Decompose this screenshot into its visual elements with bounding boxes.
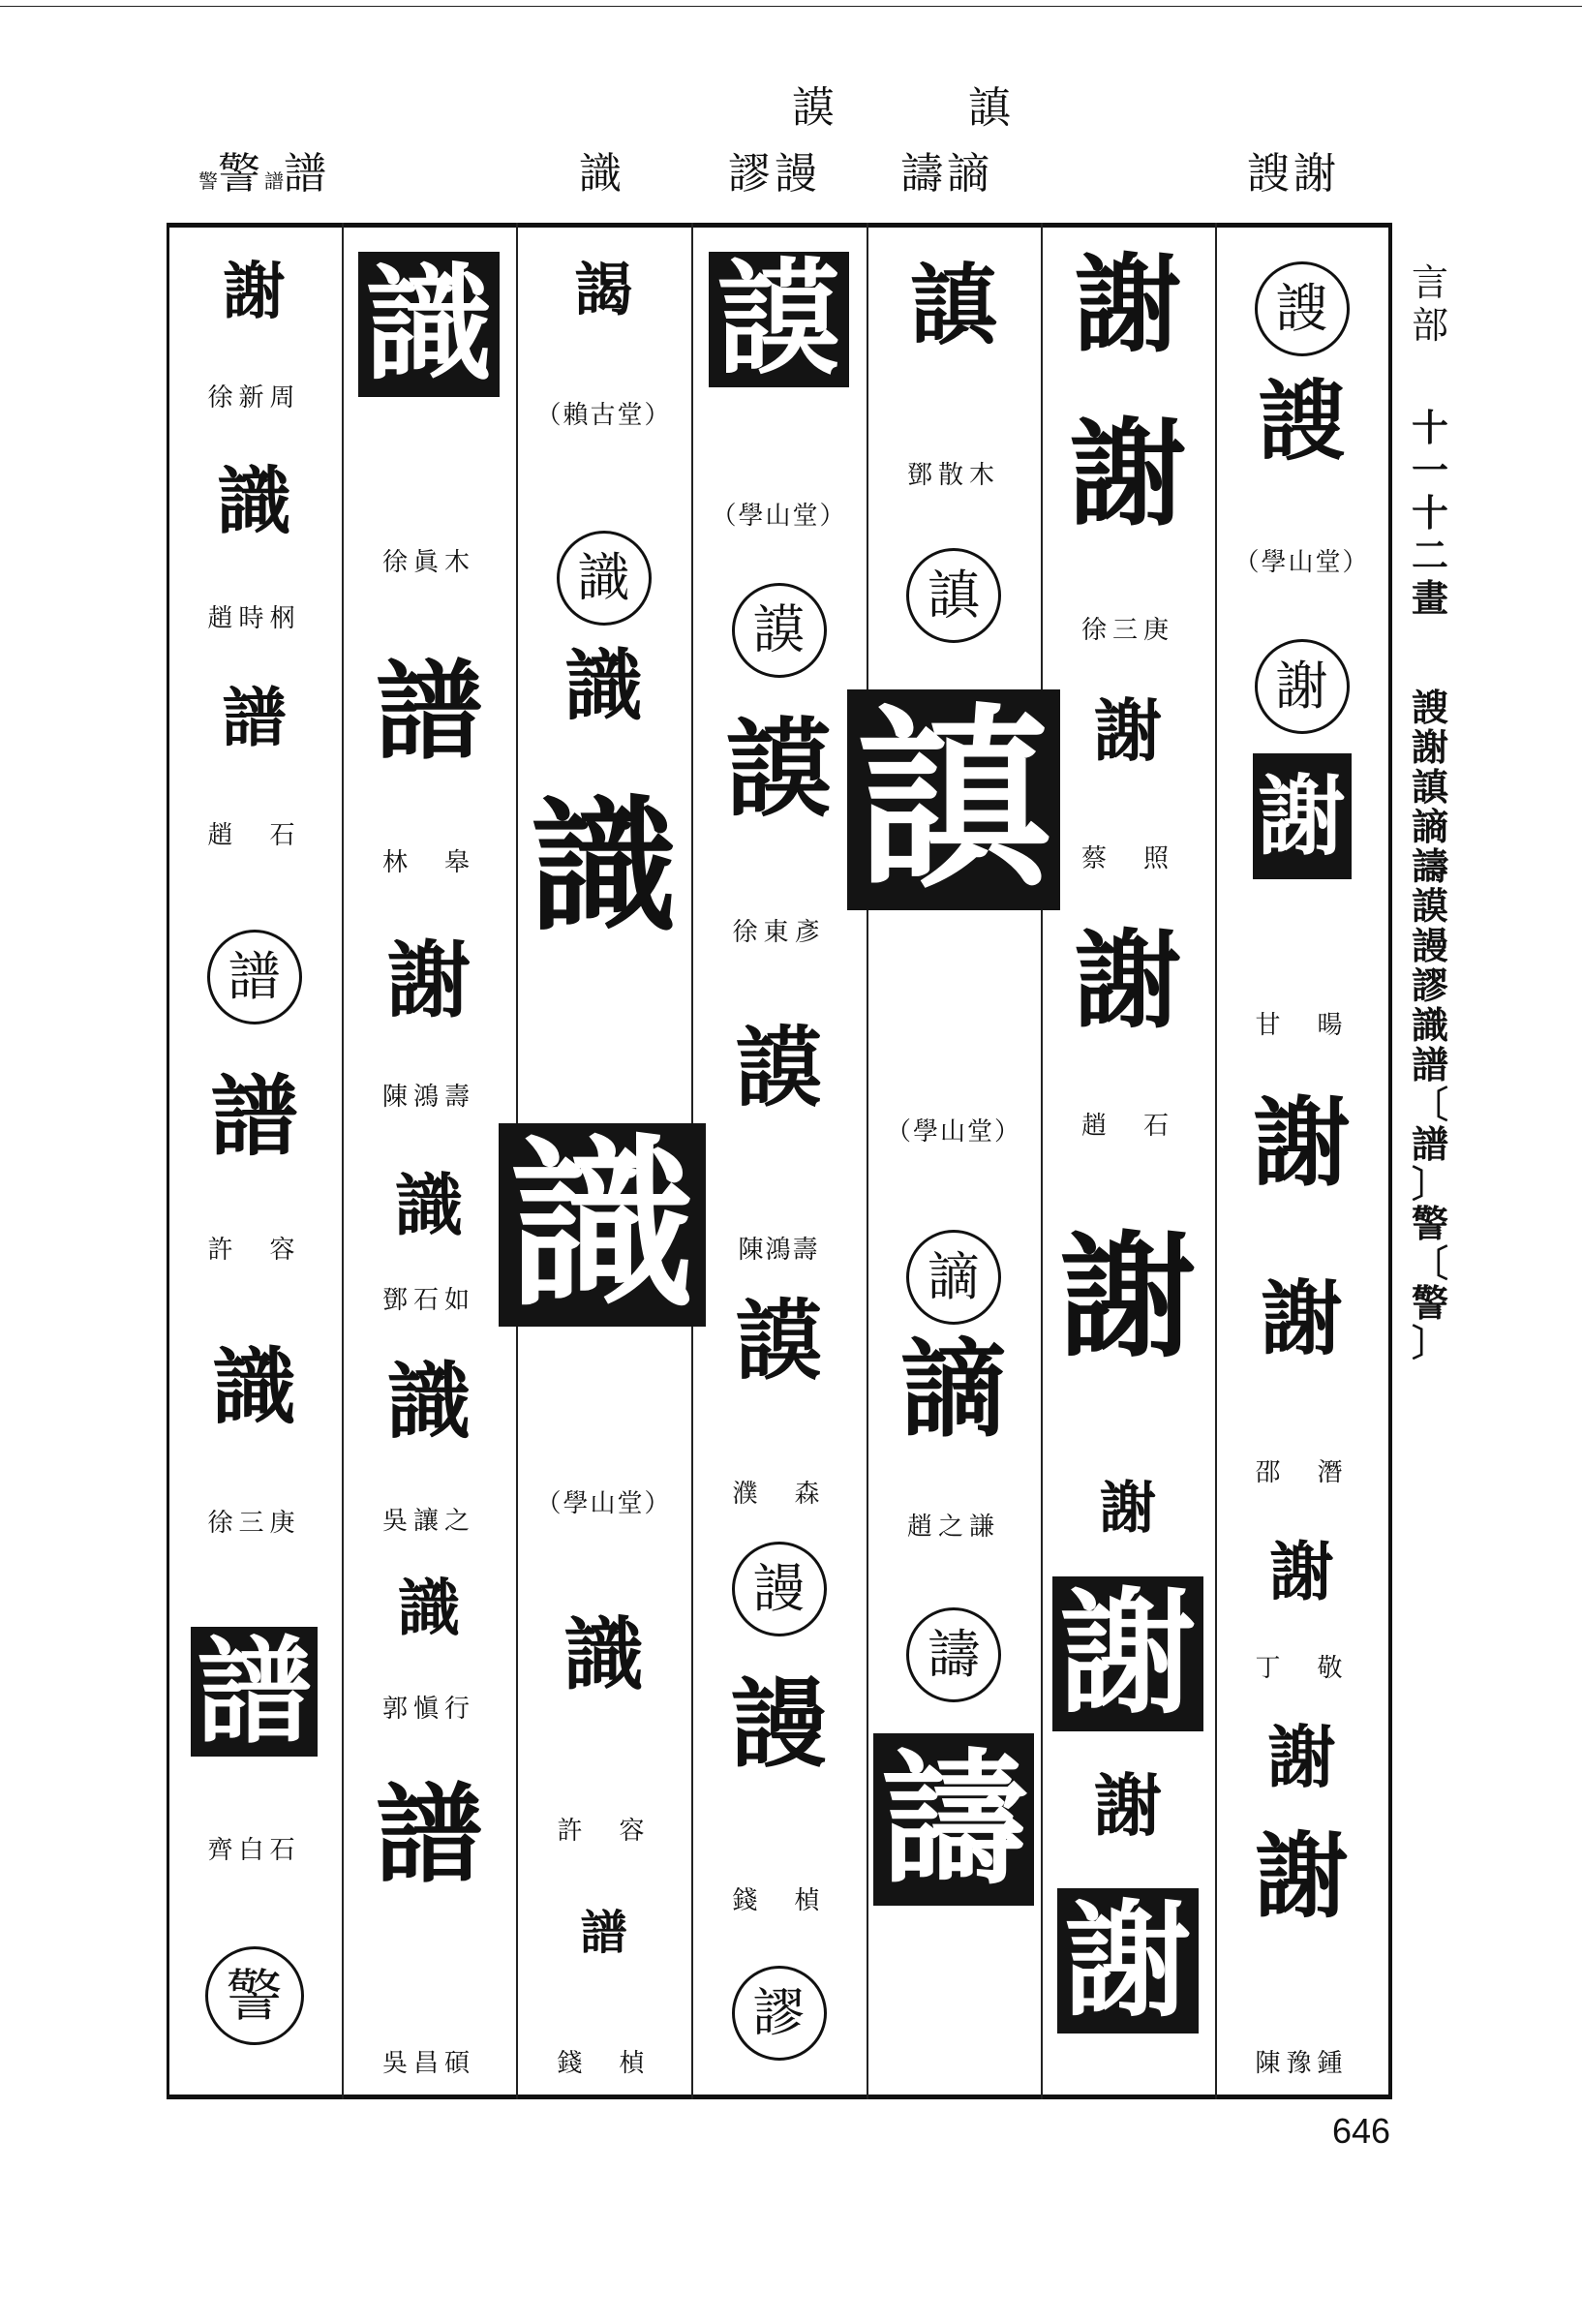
seal-impression: 謝 (1253, 1086, 1351, 1200)
table-right-rule (1388, 223, 1392, 2099)
seal-caption: 濮 森 (732, 1480, 826, 1509)
margin-section-label: 言 部 (1411, 261, 1448, 347)
seal-caption: 趙之謙 (906, 1513, 1000, 1542)
seal-impression: 譸 (867, 1733, 1041, 1906)
header-col5-row: 譸謪 (900, 149, 993, 199)
seal-impression: 謾 (691, 1542, 867, 1636)
seal-impression: 謝 (223, 256, 286, 328)
seal-caption: （賴古堂） (535, 401, 672, 430)
seal-caption: 蔡 照 (1080, 844, 1174, 873)
seal-impression: 謝 (1215, 753, 1388, 879)
seal-caption: 邵 潛 (1255, 1458, 1349, 1487)
seal-impression: 謬 (691, 1966, 867, 2061)
seal-impression: 譜 (376, 1772, 482, 1897)
seal-impression: 謏 (1258, 370, 1346, 473)
seal-impression: 警 (167, 1946, 342, 2045)
seal-impression: 謫 (900, 1327, 1007, 1452)
seal-caption: 許 容 (557, 1817, 651, 1846)
header-small-char: 警 (198, 169, 218, 193)
seal-impression: 謨 (735, 1290, 823, 1392)
seal-impression: 謓 (844, 689, 1063, 910)
seal-impression: 識 (342, 252, 516, 397)
seal-impression: 識 (387, 1353, 471, 1451)
seal-impression: 謏 (1215, 261, 1388, 356)
seal-caption: 趙 石 (207, 821, 301, 850)
seal-caption: 陳豫鍾 (1255, 2049, 1349, 2078)
seal-impression: 譜 (167, 930, 342, 1024)
header-col3: 識 (579, 149, 625, 199)
seal-caption: 徐三庚 (1080, 616, 1174, 645)
seal-impression: 謨 (691, 583, 867, 678)
seal-caption: 林 皋 (381, 848, 475, 877)
seal-impression: 謝 (1041, 1888, 1215, 2034)
seal-impression: 謝 (1269, 1534, 1334, 1609)
seal-impression: 謝 (1255, 1821, 1349, 1931)
seal-caption: （學山堂） (885, 1117, 1021, 1147)
seal-impression: 識 (564, 640, 643, 731)
seal-impression: 謨 (735, 1017, 823, 1119)
margin-stroke-count: 十 一 十 二 畫 (1411, 406, 1448, 620)
seal-caption: 徐三庚 (207, 1509, 301, 1538)
seal-table (167, 223, 1392, 2099)
seal-impression: 譜 (167, 1627, 342, 1757)
seal-impression: 譜 (376, 649, 482, 774)
seal-impression: 識 (491, 1123, 714, 1327)
top-edge-rule (0, 6, 1582, 7)
seal-caption: 齊白石 (207, 1836, 301, 1865)
seal-caption: （學山堂） (535, 1489, 672, 1518)
header-char: 警 (218, 149, 264, 199)
seal-impression: 謝 (1059, 1218, 1196, 1377)
seal-impression: 謝 (1261, 1270, 1343, 1366)
seal-impression: 謝 (1094, 690, 1162, 771)
header-col4-top: 謨 (792, 83, 838, 133)
seal-caption: 錢 楨 (557, 2049, 651, 2078)
seal-caption: 徐新周 (207, 383, 301, 413)
seal-caption: 許 容 (207, 1236, 301, 1265)
header-col7: 謏謝 (1247, 149, 1340, 199)
table-bottom-rule (167, 2095, 1392, 2099)
seal-impression: 謝 (1075, 242, 1181, 367)
seal-impression: 謓 (867, 548, 1041, 643)
seal-caption: 鄧石如 (381, 1286, 475, 1315)
seal-caption: 錢 楨 (732, 1886, 826, 1915)
seal-impression: 謝 (1267, 1717, 1336, 1797)
seal-caption: 趙時㭎 (207, 604, 301, 633)
seal-impression: 謓 (910, 254, 997, 356)
seal-caption: 甘 暘 (1255, 1011, 1349, 1040)
seal-impression: 識 (516, 531, 691, 626)
header-col4-row: 謬謾 (728, 149, 821, 199)
seal-caption: 吳昌碩 (381, 2049, 475, 2078)
seal-impression: 謝 (1041, 1576, 1215, 1731)
seal-impression: 譜 (210, 1065, 298, 1168)
seal-impression: 譜 (222, 680, 287, 755)
margin-entry-list: 謏 謝 謓 謪 譸 謨 謾 謬 識 譜 〔 譜 〕 警 〔 警 〕 (1411, 686, 1448, 1364)
seal-caption: （學山堂） (1233, 548, 1370, 577)
seal-caption: 徐眞木 (381, 548, 475, 577)
header-col1 (198, 149, 330, 199)
seal-caption: 丁 敬 (1255, 1654, 1349, 1683)
seal-impression: 識 (531, 781, 677, 952)
seal-impression: 譜 (580, 1906, 627, 1960)
seal-impression: 謾 (730, 1667, 828, 1781)
seal-impression: 譸 (867, 1607, 1041, 1702)
header-char: 譜 (284, 149, 330, 199)
seal-impression: 識 (563, 1608, 644, 1701)
seal-caption: 趙 石 (1080, 1112, 1174, 1141)
seal-impression: 識 (212, 1338, 296, 1436)
seal-impression: 謝 (1075, 918, 1181, 1043)
seal-caption: 鄧散木 (906, 461, 1000, 490)
seal-impression: 謨 (691, 252, 867, 387)
seal-caption: 吳讓之 (381, 1507, 475, 1536)
seal-caption: 陳鴻壽 (738, 1236, 820, 1265)
seal-impression: 謁 (574, 257, 633, 324)
seal-impression: 謝 (387, 932, 471, 1029)
seal-impression: 謝 (1094, 1765, 1162, 1846)
seal-impression: 識 (217, 458, 291, 544)
seal-caption: 陳鴻壽 (381, 1083, 475, 1112)
seal-caption: （學山堂） (711, 502, 847, 531)
seal-impression: 識 (398, 1573, 460, 1645)
seal-impression: 謫 (867, 1230, 1041, 1325)
table-top-rule (167, 223, 1392, 228)
page-number: 646 (1332, 2111, 1391, 2151)
seal-impression: 謝 (1099, 1475, 1156, 1541)
seal-caption: 徐東彥 (732, 918, 826, 947)
seal-impression: 謝 (1070, 406, 1186, 542)
seal-caption: 郭愼行 (381, 1695, 475, 1724)
seal-impression: 謝 (1215, 639, 1388, 734)
seal-impression: 識 (395, 1165, 463, 1245)
header-col5-top: 謓 (968, 83, 1015, 133)
header-small-char: 譜 (264, 169, 284, 193)
seal-impression: 謨 (725, 707, 833, 832)
